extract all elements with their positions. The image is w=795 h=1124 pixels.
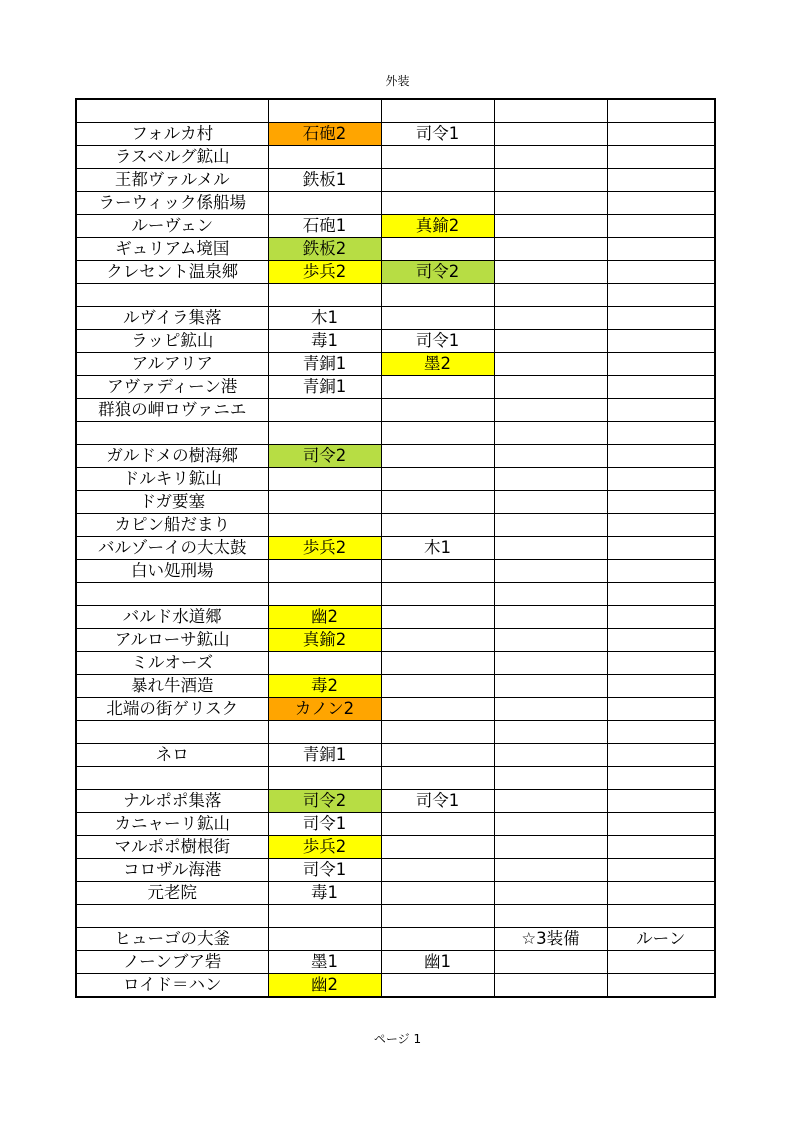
location-name-cell: 群狼の岬ロヴァニエ bbox=[76, 399, 268, 422]
table-cell bbox=[494, 445, 607, 468]
table-cell bbox=[607, 744, 715, 767]
table-cell bbox=[494, 905, 607, 928]
table-row bbox=[76, 238, 715, 261]
table-row bbox=[76, 261, 715, 284]
table-cell bbox=[268, 284, 381, 307]
location-name-cell: 元老院 bbox=[76, 882, 268, 905]
table-cell bbox=[381, 606, 494, 629]
table-cell bbox=[268, 767, 381, 790]
location-name-cell: ナルポポ集落 bbox=[76, 790, 268, 813]
table-cell bbox=[381, 629, 494, 652]
table-cell bbox=[381, 514, 494, 537]
table-cell bbox=[381, 399, 494, 422]
table-cell bbox=[494, 376, 607, 399]
table-cell bbox=[381, 192, 494, 215]
table-cell bbox=[381, 491, 494, 514]
table-cell: 毒1 bbox=[268, 330, 381, 353]
table-cell bbox=[607, 353, 715, 376]
location-name-cell: ミルオーズ bbox=[76, 652, 268, 675]
table-cell bbox=[494, 859, 607, 882]
table-row bbox=[76, 422, 715, 445]
location-name-cell bbox=[76, 583, 268, 606]
table-row bbox=[76, 491, 715, 514]
table-row bbox=[76, 560, 715, 583]
table-cell: 木1 bbox=[268, 307, 381, 330]
table-cell bbox=[381, 560, 494, 583]
table-row bbox=[76, 790, 715, 813]
table-cell bbox=[268, 146, 381, 169]
location-name-cell: ギュリアム境国 bbox=[76, 238, 268, 261]
table-row bbox=[76, 468, 715, 491]
table-row bbox=[76, 905, 715, 928]
table-row bbox=[76, 307, 715, 330]
table-cell bbox=[268, 514, 381, 537]
table-cell bbox=[494, 146, 607, 169]
table-row bbox=[76, 146, 715, 169]
table-row bbox=[76, 169, 715, 192]
table-cell bbox=[494, 353, 607, 376]
table-row bbox=[76, 330, 715, 353]
table-cell: 司令1 bbox=[381, 123, 494, 146]
table-cell bbox=[607, 99, 715, 123]
table-row bbox=[76, 974, 715, 998]
table-cell bbox=[268, 422, 381, 445]
table-row bbox=[76, 928, 715, 951]
location-name-cell bbox=[76, 905, 268, 928]
table-cell bbox=[607, 123, 715, 146]
location-name-cell: 王都ヴァルメル bbox=[76, 169, 268, 192]
location-name-cell: アルローサ鉱山 bbox=[76, 629, 268, 652]
table-cell bbox=[268, 468, 381, 491]
spreadsheet-table bbox=[75, 98, 716, 998]
table-cell bbox=[607, 951, 715, 974]
table-cell bbox=[607, 606, 715, 629]
table-cell: 司令2 bbox=[268, 790, 381, 813]
table-cell: 真鍮2 bbox=[381, 215, 494, 238]
location-name-cell bbox=[76, 284, 268, 307]
table-cell bbox=[381, 99, 494, 123]
table-cell bbox=[381, 744, 494, 767]
table-row bbox=[76, 514, 715, 537]
table-cell bbox=[381, 652, 494, 675]
location-name-cell: 北端の街ゲリスク bbox=[76, 698, 268, 721]
table-cell bbox=[607, 330, 715, 353]
location-name-cell: ノーンブア砦 bbox=[76, 951, 268, 974]
table-cell bbox=[607, 882, 715, 905]
table-cell: 青銅1 bbox=[268, 353, 381, 376]
table-row bbox=[76, 698, 715, 721]
table-cell bbox=[381, 468, 494, 491]
location-name-cell: ネロ bbox=[76, 744, 268, 767]
table-cell bbox=[381, 376, 494, 399]
table-cell bbox=[494, 974, 607, 998]
table-row bbox=[76, 353, 715, 376]
table-cell bbox=[268, 652, 381, 675]
table-cell: 青銅1 bbox=[268, 744, 381, 767]
table-cell: 鉄板2 bbox=[268, 238, 381, 261]
table-cell bbox=[268, 583, 381, 606]
location-name-cell bbox=[76, 99, 268, 123]
table-row bbox=[76, 399, 715, 422]
table-cell bbox=[494, 606, 607, 629]
spreadsheet-body bbox=[76, 99, 715, 997]
table-cell: 墨2 bbox=[381, 353, 494, 376]
table-cell bbox=[607, 215, 715, 238]
location-name-cell: クレセント温泉郷 bbox=[76, 261, 268, 284]
table-cell: 歩兵2 bbox=[268, 261, 381, 284]
location-name-cell bbox=[76, 721, 268, 744]
table-row bbox=[76, 215, 715, 238]
table-cell: ルーン bbox=[607, 928, 715, 951]
table-cell bbox=[381, 675, 494, 698]
table-cell: カノン2 bbox=[268, 698, 381, 721]
table-cell bbox=[268, 928, 381, 951]
table-cell bbox=[381, 813, 494, 836]
table-cell bbox=[381, 422, 494, 445]
table-cell bbox=[494, 882, 607, 905]
table-cell bbox=[494, 192, 607, 215]
table-cell bbox=[494, 744, 607, 767]
location-name-cell: フォルカ村 bbox=[76, 123, 268, 146]
table-cell: 司令1 bbox=[381, 330, 494, 353]
table-row bbox=[76, 767, 715, 790]
table-cell: 司令2 bbox=[268, 445, 381, 468]
table-cell bbox=[494, 813, 607, 836]
table-cell bbox=[494, 99, 607, 123]
table-cell: 司令1 bbox=[268, 859, 381, 882]
table-cell bbox=[607, 652, 715, 675]
table-cell bbox=[607, 514, 715, 537]
table-cell: 毒2 bbox=[268, 675, 381, 698]
table-cell bbox=[607, 169, 715, 192]
location-name-cell: 暴れ牛酒造 bbox=[76, 675, 268, 698]
location-name-cell: アルアリア bbox=[76, 353, 268, 376]
table-cell bbox=[607, 974, 715, 998]
table-row bbox=[76, 813, 715, 836]
table-cell bbox=[607, 261, 715, 284]
location-name-cell: ルヴイラ集落 bbox=[76, 307, 268, 330]
table-cell bbox=[607, 376, 715, 399]
table-cell bbox=[381, 974, 494, 998]
table-cell bbox=[607, 399, 715, 422]
table-cell bbox=[494, 330, 607, 353]
table-cell bbox=[381, 905, 494, 928]
table-cell bbox=[494, 652, 607, 675]
table-cell bbox=[494, 261, 607, 284]
table-row bbox=[76, 192, 715, 215]
table-row bbox=[76, 123, 715, 146]
table-cell bbox=[381, 169, 494, 192]
table-row bbox=[76, 445, 715, 468]
table-cell bbox=[494, 721, 607, 744]
table-cell bbox=[268, 491, 381, 514]
table-cell bbox=[494, 399, 607, 422]
table-cell bbox=[607, 675, 715, 698]
location-name-cell: ラスベルグ鉱山 bbox=[76, 146, 268, 169]
table-cell bbox=[607, 560, 715, 583]
page-footer-number: ページ 1 bbox=[373, 1032, 422, 1046]
table-cell bbox=[381, 146, 494, 169]
table-row bbox=[76, 859, 715, 882]
table-cell bbox=[607, 698, 715, 721]
page-header-title: 外装 bbox=[385, 74, 410, 88]
table-cell bbox=[607, 445, 715, 468]
table-row bbox=[76, 583, 715, 606]
table-cell bbox=[268, 192, 381, 215]
table-row bbox=[76, 951, 715, 974]
table-cell bbox=[381, 836, 494, 859]
table-cell: 司令2 bbox=[381, 261, 494, 284]
table-cell bbox=[494, 514, 607, 537]
table-cell bbox=[494, 629, 607, 652]
table-cell bbox=[381, 238, 494, 261]
table-cell: 歩兵2 bbox=[268, 836, 381, 859]
table-cell: 石砲2 bbox=[268, 123, 381, 146]
table-cell bbox=[268, 721, 381, 744]
table-cell: 木1 bbox=[381, 537, 494, 560]
table-cell: 墨1 bbox=[268, 951, 381, 974]
table-cell: 幽2 bbox=[268, 606, 381, 629]
table-cell: 歩兵2 bbox=[268, 537, 381, 560]
table-cell bbox=[607, 790, 715, 813]
table-cell bbox=[381, 721, 494, 744]
location-name-cell bbox=[76, 422, 268, 445]
table-cell bbox=[607, 422, 715, 445]
table-row bbox=[76, 376, 715, 399]
table-cell bbox=[381, 698, 494, 721]
table-row bbox=[76, 744, 715, 767]
table-row bbox=[76, 721, 715, 744]
location-name-cell: ロイド＝ハン bbox=[76, 974, 268, 998]
table-cell bbox=[494, 123, 607, 146]
location-name-cell: ガルドメの樹海郷 bbox=[76, 445, 268, 468]
location-name-cell: アヴァディーン港 bbox=[76, 376, 268, 399]
table-cell bbox=[607, 468, 715, 491]
table-cell bbox=[607, 813, 715, 836]
table-row bbox=[76, 606, 715, 629]
table-cell bbox=[381, 928, 494, 951]
table-cell: 幽2 bbox=[268, 974, 381, 998]
table-cell bbox=[607, 284, 715, 307]
table-cell bbox=[607, 767, 715, 790]
table-cell bbox=[268, 399, 381, 422]
table-cell bbox=[381, 882, 494, 905]
table-cell bbox=[494, 284, 607, 307]
table-cell bbox=[494, 836, 607, 859]
table-cell bbox=[607, 307, 715, 330]
table-cell bbox=[607, 905, 715, 928]
table-cell bbox=[268, 905, 381, 928]
table-cell: 真鍮2 bbox=[268, 629, 381, 652]
table-row bbox=[76, 537, 715, 560]
location-name-cell: コロザル海港 bbox=[76, 859, 268, 882]
table-cell bbox=[607, 583, 715, 606]
table-cell bbox=[494, 215, 607, 238]
location-name-cell: ヒューゴの大釜 bbox=[76, 928, 268, 951]
location-name-cell: カニャーリ鉱山 bbox=[76, 813, 268, 836]
table-cell bbox=[607, 859, 715, 882]
table-row bbox=[76, 99, 715, 123]
location-name-cell: カピン船だまり bbox=[76, 514, 268, 537]
table-cell bbox=[381, 767, 494, 790]
table-cell: 司令1 bbox=[268, 813, 381, 836]
location-name-cell: ドガ要塞 bbox=[76, 491, 268, 514]
table-cell bbox=[494, 307, 607, 330]
table-cell bbox=[381, 284, 494, 307]
table-cell bbox=[268, 560, 381, 583]
table-cell: ☆3装備 bbox=[494, 928, 607, 951]
location-name-cell: ラーウィック係船場 bbox=[76, 192, 268, 215]
table-row bbox=[76, 675, 715, 698]
table-row bbox=[76, 652, 715, 675]
table-cell bbox=[494, 238, 607, 261]
table-cell: 石砲1 bbox=[268, 215, 381, 238]
table-cell bbox=[494, 951, 607, 974]
table-cell bbox=[607, 192, 715, 215]
table-cell bbox=[494, 790, 607, 813]
location-name-cell: ドルキリ鉱山 bbox=[76, 468, 268, 491]
table-cell bbox=[381, 445, 494, 468]
table-row bbox=[76, 836, 715, 859]
table-cell bbox=[494, 422, 607, 445]
table-cell bbox=[381, 583, 494, 606]
table-row bbox=[76, 882, 715, 905]
table-cell bbox=[607, 491, 715, 514]
table-cell bbox=[494, 169, 607, 192]
table-cell: 司令1 bbox=[381, 790, 494, 813]
table-cell: 鉄板1 bbox=[268, 169, 381, 192]
location-name-cell: バルド水道郷 bbox=[76, 606, 268, 629]
table-cell bbox=[607, 238, 715, 261]
table-cell bbox=[494, 698, 607, 721]
table-cell: 毒1 bbox=[268, 882, 381, 905]
table-cell bbox=[607, 537, 715, 560]
table-cell bbox=[494, 583, 607, 606]
table-cell bbox=[607, 836, 715, 859]
table-cell: 青銅1 bbox=[268, 376, 381, 399]
table-cell bbox=[607, 146, 715, 169]
table-cell: 幽1 bbox=[381, 951, 494, 974]
table-cell bbox=[381, 859, 494, 882]
table-cell bbox=[494, 491, 607, 514]
table-cell bbox=[494, 675, 607, 698]
table-cell bbox=[268, 99, 381, 123]
table-cell bbox=[607, 629, 715, 652]
table-row bbox=[76, 629, 715, 652]
table-cell bbox=[607, 721, 715, 744]
location-name-cell: 白い処刑場 bbox=[76, 560, 268, 583]
table-cell bbox=[494, 767, 607, 790]
table-cell bbox=[494, 537, 607, 560]
table-row bbox=[76, 284, 715, 307]
location-name-cell bbox=[76, 767, 268, 790]
table-cell bbox=[494, 560, 607, 583]
table-cell bbox=[494, 468, 607, 491]
location-name-cell: ラッピ鉱山 bbox=[76, 330, 268, 353]
table-cell bbox=[381, 307, 494, 330]
location-name-cell: ルーヴェン bbox=[76, 215, 268, 238]
location-name-cell: マルポポ樹根街 bbox=[76, 836, 268, 859]
location-name-cell: バルゾーイの大太鼓 bbox=[76, 537, 268, 560]
